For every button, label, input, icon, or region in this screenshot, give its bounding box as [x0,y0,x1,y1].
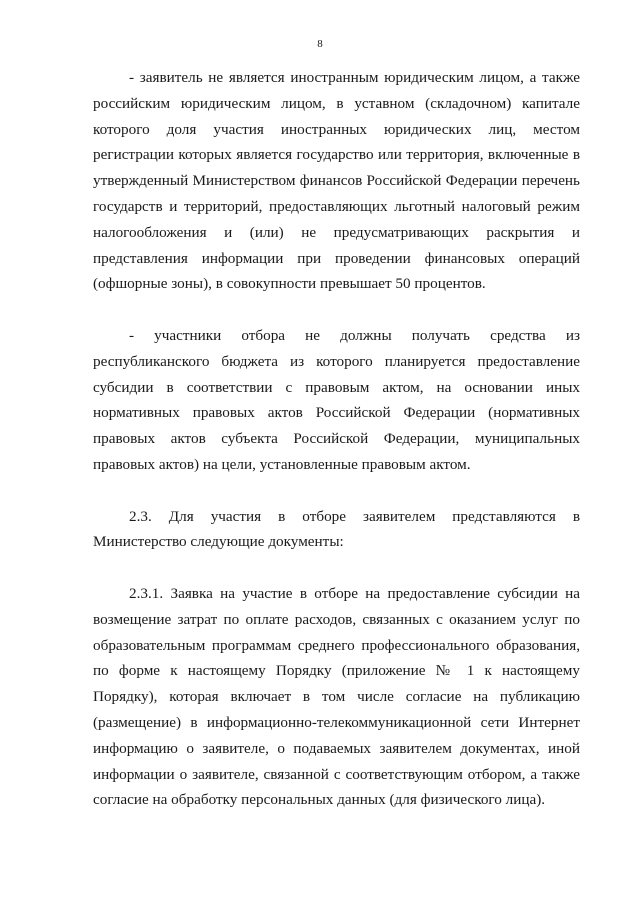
paragraph-2-3-1: 2.3.1. Заявка на участие в отборе на предоставление субсидии на возмещение затрат по оплате расходов, связанных с оказанием услуг по образовательным программам среднего профессионального образования, по форме к настоящему Порядку (приложение № 1 к настоящему Порядку), которая включает в том числе согласие на публикацию (размещение) в информационно-телекоммуникационной сети Интернет информацию о заявителе, о подаваемых заявителем документах, иной информации о заявителе, связанной с соответствующим отбором, а также согласие на обработку персональных данных (для физического лица). [93,584,580,809]
paragraph-budget-condition: - участники отбора не должны получать средства из республиканского бюджета из которого планируется предоставление субсидии в соответствии с правовым актом, на основании иных нормативных правовых актов Российской Федерации (нормативных правовых актов субъекта Российской Федерации, муниципальных правовых актов) на цели, установленные правовым актом. [93,326,580,473]
paragraph-offshore-condition: - заявитель не является иностранным юридическим лицом, а также российским юридическим лицом, в уставном (складочном) капитале которого доля участия иностранных юридических лиц, местом регистрации которых является государство или территория, включенные в утвержденный Министерством финансов Российской Федерации перечень государств и территорий, предоставляющих льготный налоговый режим налогообложения и (или) не предусматривающих раскрытия и представления информации при проведении финансовых операций (офшорные зоны), в совокупности превышает 50 процентов. [93,69,580,293]
document-body [93,65,580,813]
page-number: 8 [317,38,323,50]
paragraph-2-3: 2.3. Для участия в отборе заявителем представляются в Министерство следующие документы: [93,507,580,551]
